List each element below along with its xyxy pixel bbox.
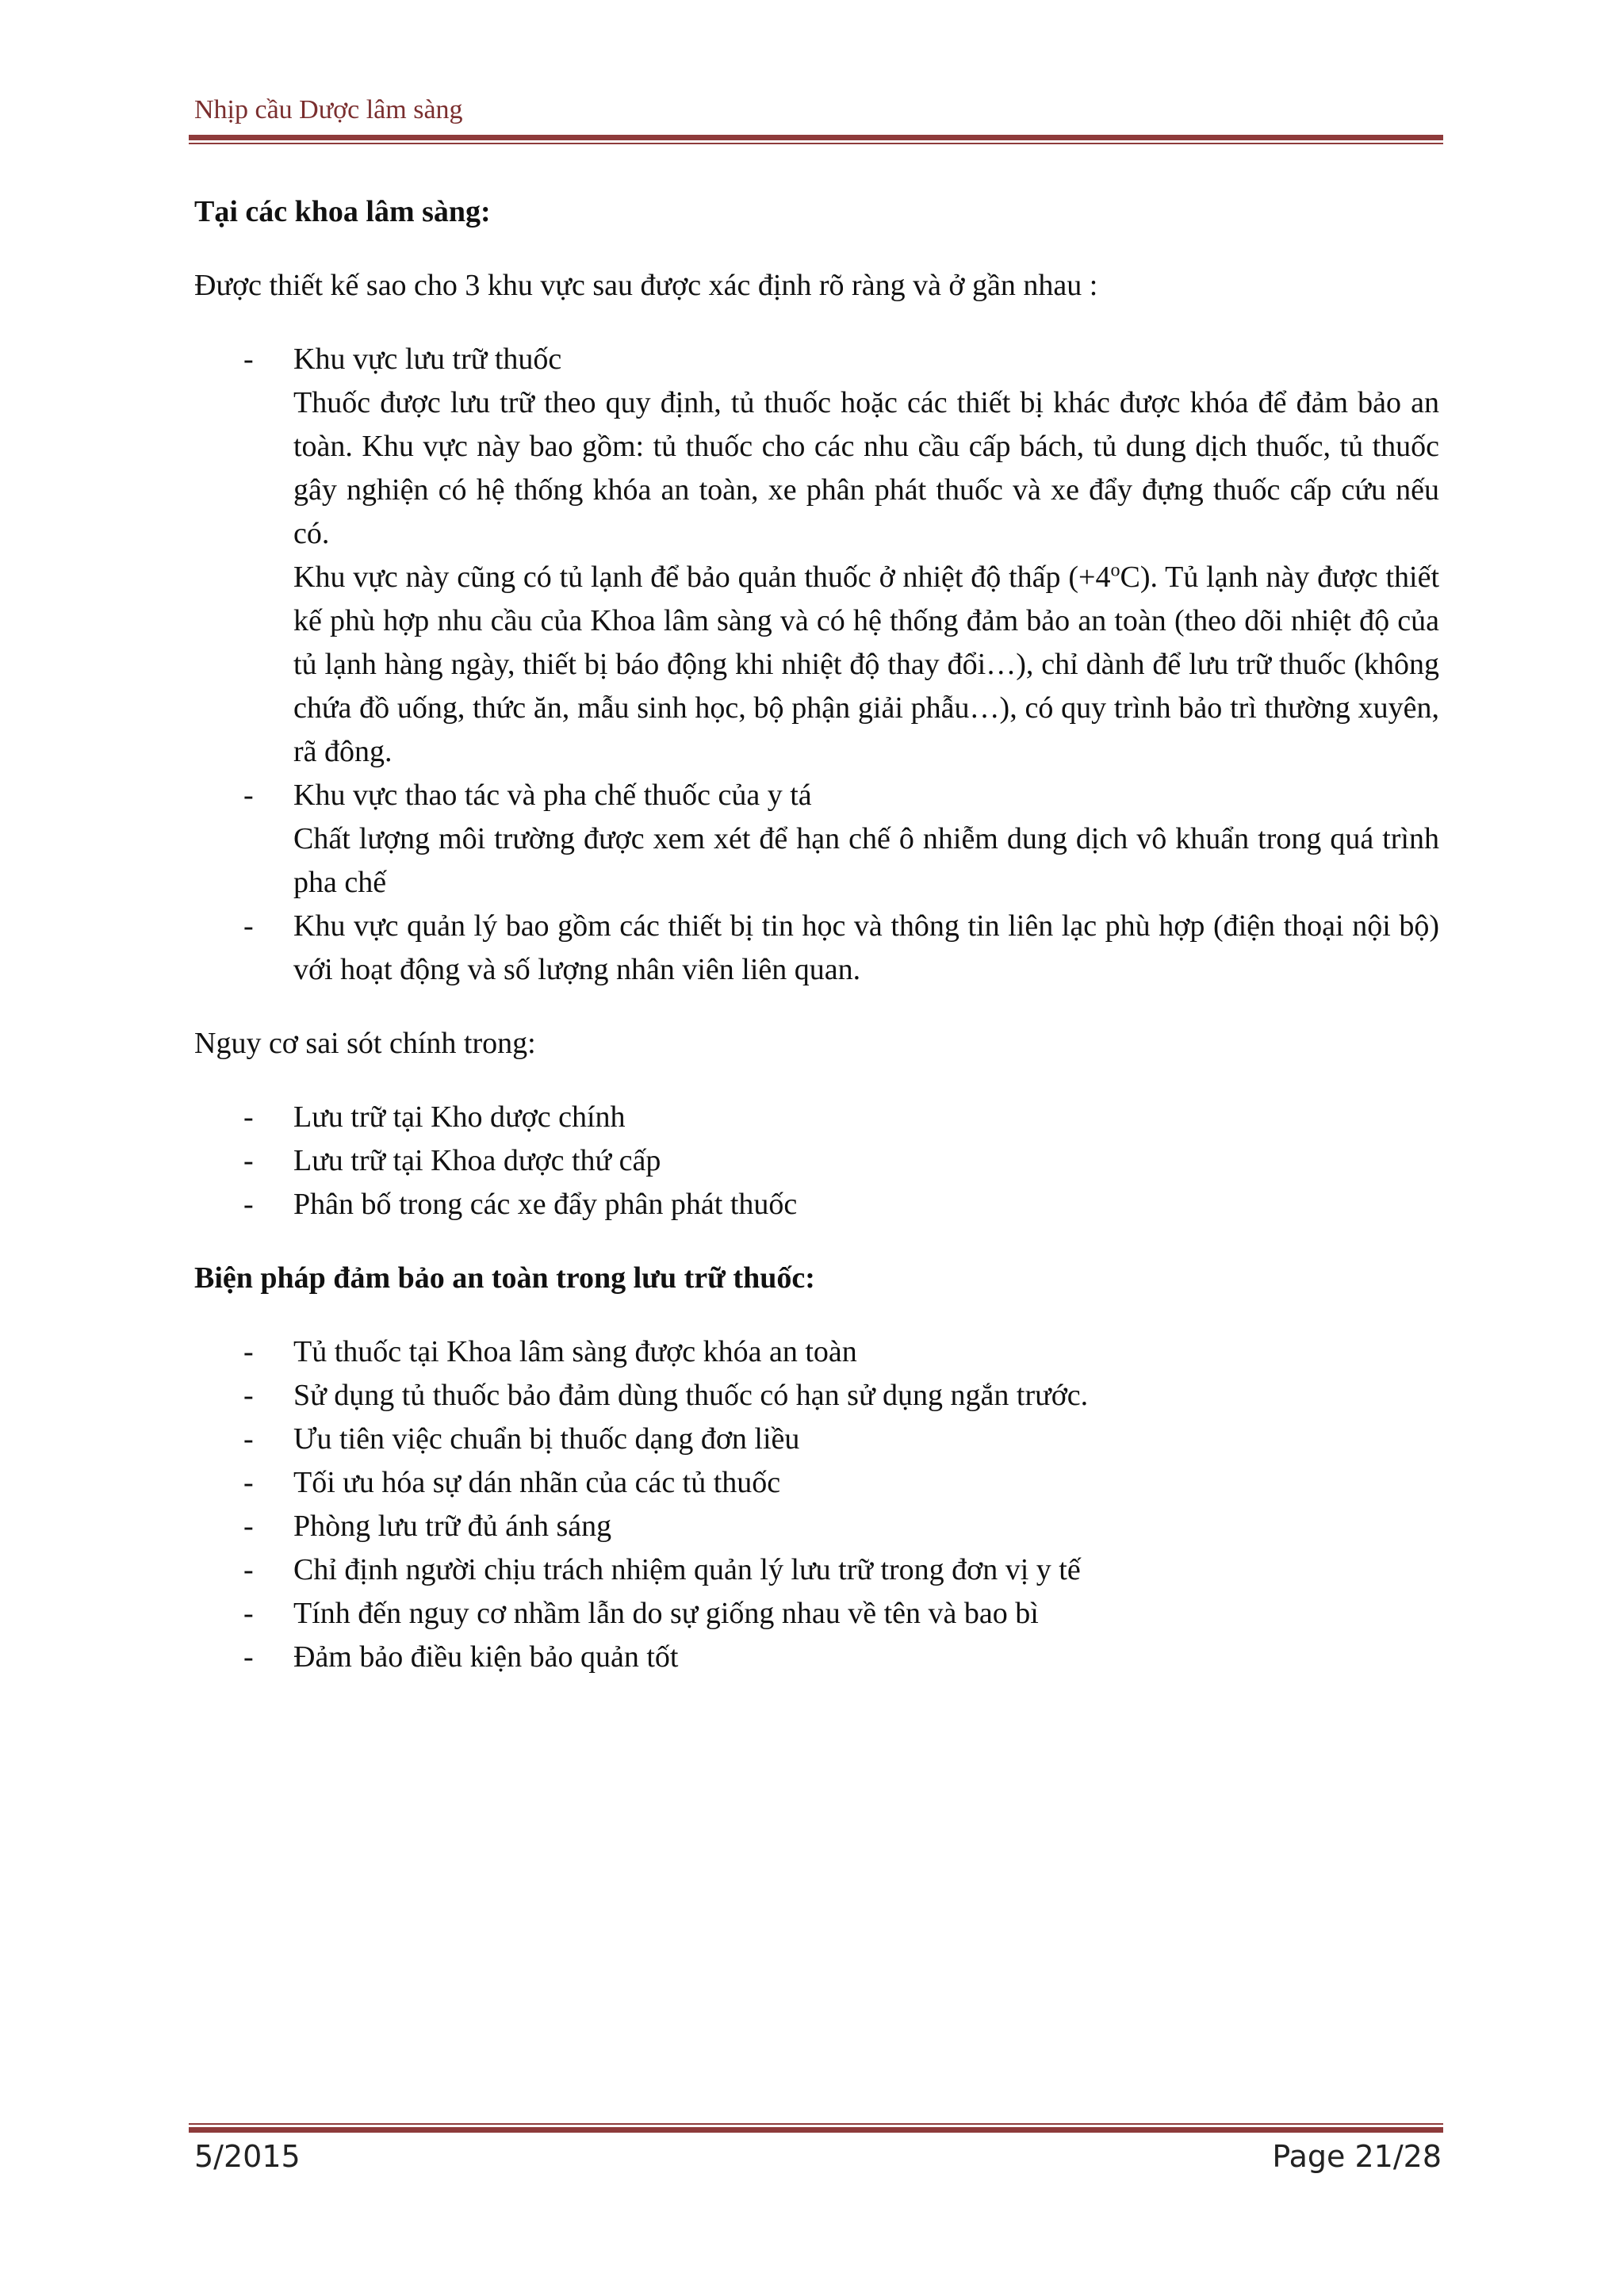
list-item — [194, 1374, 1439, 1418]
list-item-text: Chỉ định người chịu trách nhiệm quản lý lưu trữ trong đơn vị y tế — [293, 1553, 1081, 1586]
dash-bullet: - — [243, 1144, 254, 1177]
page-header-title: Nhịp cầu Dược lâm sàng — [194, 95, 463, 124]
section-heading-clinical: Tại các khoa lâm sàng: — [194, 195, 491, 228]
section-heading-safety: Biện pháp đảm bảo an toàn trong lưu trữ thuốc: — [194, 1261, 815, 1295]
header-rule — [189, 135, 1443, 144]
dash-bullet: - — [243, 909, 254, 943]
list-item-description: Thuốc được lưu trữ theo quy định, tủ thuốc hoặc các thiết bị khác được khóa để đảm bảo an toàn. Khu vực này bao gồm: tủ thuốc cho các nhu cầu cấp bách, tủ dung dịch thuốc, tủ thuốc gây nghiện có hệ thống khóa an toàn, xe phân phát thuốc và xe đẩy đựng thuốc cấp cứu nếu có. — [293, 386, 1439, 550]
list-item — [194, 1183, 1439, 1226]
dash-bullet: - — [243, 779, 254, 812]
list-item-text: Tủ thuốc tại Khoa lâm sàng được khóa an toàn — [293, 1335, 857, 1368]
footer-date: 5/2015 — [194, 2139, 301, 2174]
list-item — [194, 1505, 1439, 1548]
list-item — [194, 1330, 1439, 1374]
list-item — [194, 1636, 1439, 1679]
list-item — [194, 905, 1439, 992]
list-item-title: Khu vực quản lý bao gồm các thiết bị tin học và thông tin liên lạc phù hợp (điện thoại nội bộ) với hoạt động và số lượng nhân viên liên quan. — [293, 909, 1439, 986]
superscript: o — [1110, 560, 1120, 581]
dash-bullet: - — [243, 1379, 254, 1412]
dash-bullet: - — [243, 1422, 254, 1456]
list-item-text: Sử dụng tủ thuốc bảo đảm dùng thuốc có hạn sử dụng ngắn trước. — [293, 1379, 1089, 1412]
dash-bullet: - — [243, 1597, 254, 1630]
risks-list — [194, 1096, 1439, 1226]
dash-bullet: - — [243, 1553, 254, 1586]
dash-bullet: - — [243, 1100, 254, 1134]
list-item — [194, 338, 1439, 774]
list-item — [194, 1548, 1439, 1592]
list-item-text: Phòng lưu trữ đủ ánh sáng — [293, 1510, 612, 1543]
section-intro-clinical: Được thiết kế sao cho 3 khu vực sau được xác định rõ ràng và ở gần nhau : — [194, 269, 1098, 302]
dash-bullet: - — [243, 1335, 254, 1368]
list-item-text: Ưu tiên việc chuẩn bị thuốc dạng đơn liều — [293, 1422, 800, 1456]
dash-bullet: - — [243, 1640, 254, 1674]
dash-bullet: - — [243, 1188, 254, 1221]
safety-measures-list — [194, 1330, 1439, 1679]
list-item — [194, 1418, 1439, 1461]
section-intro-risks: Nguy cơ sai sót chính trong: — [194, 1027, 536, 1060]
dash-bullet: - — [243, 1510, 254, 1543]
list-item-title: Khu vực lưu trữ thuốc — [293, 342, 562, 376]
list-item-text: Lưu trữ tại Khoa dược thứ cấp — [293, 1144, 661, 1177]
clinical-areas-list — [194, 338, 1439, 992]
list-item-text: Đảm bảo điều kiện bảo quản tốt — [293, 1640, 679, 1674]
list-item-text: Tính đến nguy cơ nhầm lẫn do sự giống nhau về tên và bao bì — [293, 1597, 1039, 1630]
list-item-description — [293, 556, 1439, 774]
list-item — [194, 1096, 1439, 1139]
list-item — [194, 1461, 1439, 1505]
list-item-title: Khu vực thao tác và pha chế thuốc của y tá — [293, 779, 812, 812]
text-fragment: C). Tủ lạnh này được thiết kế phù hợp nhu cầu của Khoa lâm sàng và có hệ thống đảm bảo an toàn (theo dõi nhiệt độ của tủ lạnh hàng ngày, thiết bị báo động khi nhiệt độ thay đổi…), chỉ dành để lưu trữ thuốc (không chứa đồ uống, thức ăn, mẫu sinh học, bộ phận giải phẫu…), có quy trình bảo trì thường xuyên, rã đông. — [293, 561, 1440, 768]
dash-bullet: - — [243, 342, 254, 376]
footer-rule — [189, 2123, 1443, 2133]
dash-bullet: - — [243, 1466, 254, 1499]
page-content — [194, 190, 1439, 1709]
text-fragment: Khu vực này cũng có tủ lạnh để bảo quản thuốc ở nhiệt độ thấp (+4 — [293, 561, 1111, 594]
list-item-description: Chất lượng môi trường được xem xét để hạn chế ô nhiễm dung dịch vô khuẩn trong quá trình pha chế — [293, 822, 1439, 899]
page-number: Page 21/28 — [1272, 2139, 1442, 2174]
list-item-text: Phân bố trong các xe đẩy phân phát thuốc — [293, 1188, 798, 1221]
list-item — [194, 1592, 1439, 1636]
list-item — [194, 774, 1439, 905]
list-item — [194, 1139, 1439, 1183]
list-item-text: Tối ưu hóa sự dán nhãn của các tủ thuốc — [293, 1466, 781, 1499]
list-item-text: Lưu trữ tại Kho dược chính — [293, 1100, 626, 1134]
